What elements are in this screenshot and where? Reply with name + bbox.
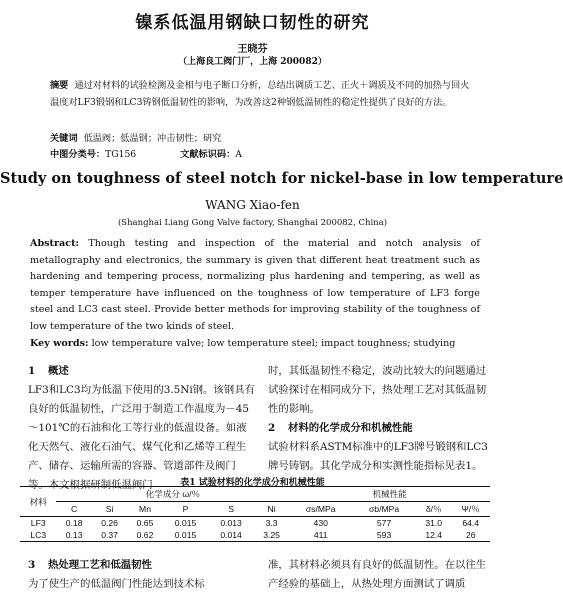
clc-value: TG156 [105,149,137,160]
english-title: Study on toughness of steel notch for nickel-base in low temperature [0,170,563,187]
section-1-paragraph: LF3和LC3均为低温下使用的3.5Ni钢。该钢具有良好的低温韧性，广泛用于制造工作温度为－45～101℃的石油和化工等行业的低温设备。如液化天然气、液化石油气、煤气化和乙烯等工程生产、储存、运输所需的容器、管道部件及阀门等。本文根据研制低温阀门 [28,384,255,491]
table-body [20,517,490,542]
section-2-title: 材料的化学成分和机械性能 [288,422,413,434]
chinese-affiliation: （上海良工阀门厂，上海 200082） [178,57,327,67]
table-header-row [20,487,490,502]
table-cell: 0.014 [220,530,242,540]
table-cell: 12.4 [425,530,443,540]
table-cell: 0.37 [101,530,118,540]
table-cell: 0.015 [174,518,197,528]
mech-header: 机械性能 [289,487,490,502]
doc-code-label: 文献标识码： [180,149,236,160]
table-cell: 26 [465,530,476,540]
table-cell: 64.4 [462,518,480,528]
chinese-title: 镍系低温用钢缺口韧性的研究 [135,13,370,33]
section-3-paragraph: 为了使生产的低温阀门性能达到技术标 [28,578,205,590]
table-cell: 411 [313,530,328,540]
table-cell: 593 [376,530,392,540]
material-name-cell: LC3 [30,530,47,540]
chem-header: 化学成分 ω/％ [56,487,289,502]
english-author: WANG Xiao-fen [205,198,300,212]
column-header: C [71,504,78,514]
english-keywords-text: low temperature valve; low temperature steel; impact toughness; studying [91,338,456,349]
column-header: Ni [267,504,276,514]
section-1-continued: 时，其低温韧性不稳定，波动比较大的问题通过试验探讨在相同成分下，热处理工艺对其低温韧性的影响。 [268,365,487,415]
table-cell: 0.013 [220,518,242,528]
classification-line [50,146,242,160]
material-name-cell: LF3 [30,518,46,528]
right-column-lower [268,556,493,594]
english-abstract-label: Abstract: [30,238,80,249]
english-abstract-text: Though testing and inspection of the material and notch analysis of metallography and electronics, the summary is given that different heat treatment such as hardening and tempering process, normalizing plus hardening and tempering, as well as temper temperature have influenced on the toughness of low temperature of LF3 forge steel and LC3 cast steel. Provide better methods for improving stability of the toughness of low temperature of the two kinds of steel. [30,238,480,332]
column-header: σb/MPa [368,504,400,514]
chinese-keywords-label: 关键词 [50,133,78,144]
table-cell: 3.3 [265,518,278,528]
table-subheader-row [20,502,490,517]
section-3-heading [28,556,256,575]
table-caption: 表1 试验材料的化学成分和机械性能 [180,478,325,488]
chinese-abstract-label: 摘要 [50,80,69,91]
column-header: P [182,504,189,514]
chinese-keywords [50,130,221,144]
table-row [20,517,490,530]
right-column-upper [268,362,493,476]
column-header: Si [105,504,114,514]
english-keywords-label: Key words: [30,338,89,349]
chinese-author: 王晓芬 [237,44,268,55]
chinese-abstract-text: 通过对材料的试验检测及金相与电子断口分析，总结出调质工艺、正火＋调质及不同的加热与回火温度对LF3锻钢和LC3铸钢低温韧性的影响，为改善这2种钢低温韧性的稳定性提供了良好的方法。 [50,80,470,108]
english-affiliation: (Shanghai Liang Gong Valve factory, Shanghai 200082, China) [117,218,388,228]
column-header: σs/MPa [305,504,336,514]
section-2-paragraph: 试验材料系ASTM标准中的LF3牌号锻钢和LC3牌号铸钢。其化学成分和实测性能指标见表1。 [268,441,488,472]
column-header: Ψ/％ [461,504,480,514]
doc-code-value: A [235,149,242,160]
column-header: S [228,504,234,514]
table-cell: 0.015 [174,530,197,540]
left-column-lower [28,556,256,594]
section-3-number: 3 [28,559,36,571]
english-keywords [30,338,480,349]
table-cell: 0.65 [136,518,154,528]
column-header: Mn [139,504,151,514]
table-cell: 0.26 [101,518,118,528]
clc-label: 中图分类号： [50,149,106,160]
table-cell: 577 [376,518,392,528]
section-2-heading [268,419,493,438]
english-abstract [30,236,480,336]
table-cell: 0.13 [65,530,83,540]
section-3-continued: 准，其材料必须具有良好的低温韧性。在以往生产经验的基础上，从热处理方面测试了调质 [268,559,487,590]
material-header: 材料 [20,487,56,517]
section-2-number: 2 [268,422,276,434]
section-1-heading [28,362,256,381]
materials-table [20,486,490,542]
table-cell: 0.62 [136,530,154,540]
chinese-abstract [50,78,475,111]
table-cell: 31.0 [425,518,443,528]
table-row [20,529,490,542]
table-cell: 3.25 [263,530,280,540]
chinese-keywords-text: 低温阀；低温钢；冲击韧性；研究 [83,133,222,144]
table-cell: 430 [313,518,328,528]
section-3-title: 热处理工艺和低温韧性 [48,559,152,571]
table-cell: 0.18 [65,518,83,528]
section-1-title: 概述 [48,365,69,377]
section-1-number: 1 [28,365,36,377]
column-header: δ/％ [425,504,442,514]
